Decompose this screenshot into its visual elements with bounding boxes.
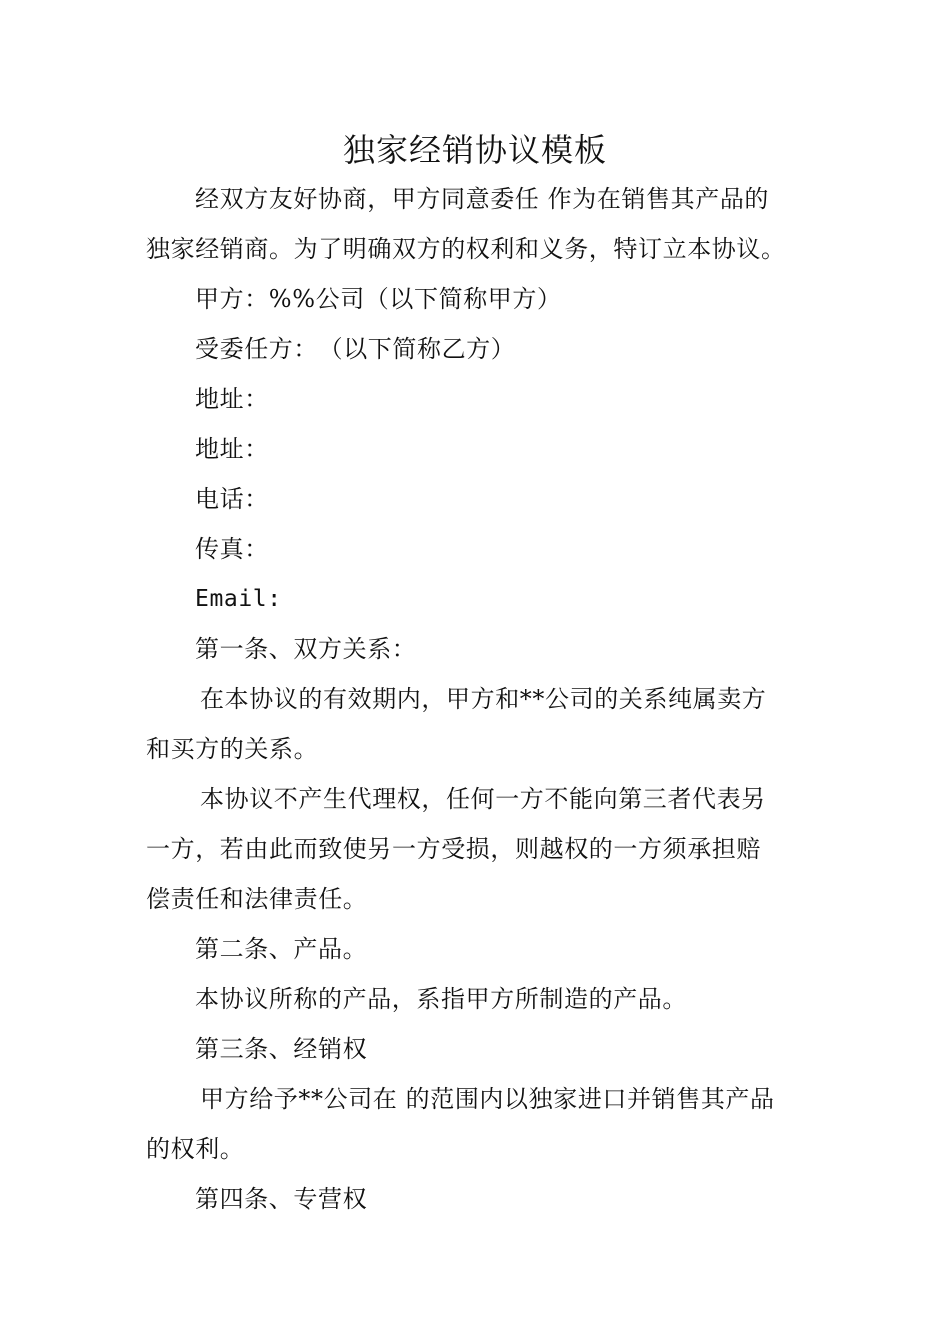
article2-heading: 第二条、产品。 [195,935,368,963]
article1-heading: 第一条、双方关系： [195,635,417,663]
article1-paragraph2-line1: 本协议不产生代理权，任何一方不能向第三者代表另 [200,785,766,813]
intro-line-1: 经双方友好协商，甲方同意委任 作为在销售其产品的 [195,185,770,213]
article1-paragraph2-line3: 偿责任和法律责任。 [146,885,368,913]
email-line: Email: [195,586,282,612]
article1-paragraph1-line2: 和买方的关系。 [146,735,319,763]
article1-paragraph1-line1: 在本协议的有效期内，甲方和**公司的关系纯属卖方 [200,685,767,713]
party-a-line: 甲方：%%公司（以下简称甲方） [195,285,562,313]
article3-heading: 第三条、经销权 [195,1035,368,1063]
article4-heading: 第四条、专营权 [195,1185,368,1213]
article2-paragraph: 本协议所称的产品，系指甲方所制造的产品。 [195,985,687,1013]
intro-line-2: 独家经销商。为了明确双方的权利和义务，特订立本协议。 [146,235,786,263]
phone-line: 电话： [195,485,269,513]
article3-paragraph-line1: 甲方给予**公司在 的范围内以独家进口并销售其产品 [200,1085,775,1113]
document-title: 独家经销协议模板 [342,131,607,169]
address-line-2: 地址： [195,435,269,463]
article3-paragraph-line2: 的权利。 [146,1135,245,1163]
address-line-1: 地址： [195,385,269,413]
article1-paragraph2-line2: 一方，若由此而致使另一方受损，则越权的一方须承担赔 [146,835,761,863]
fax-line: 传真： [195,535,269,563]
party-b-line: 受委任方： （以下简称乙方） [195,335,516,363]
